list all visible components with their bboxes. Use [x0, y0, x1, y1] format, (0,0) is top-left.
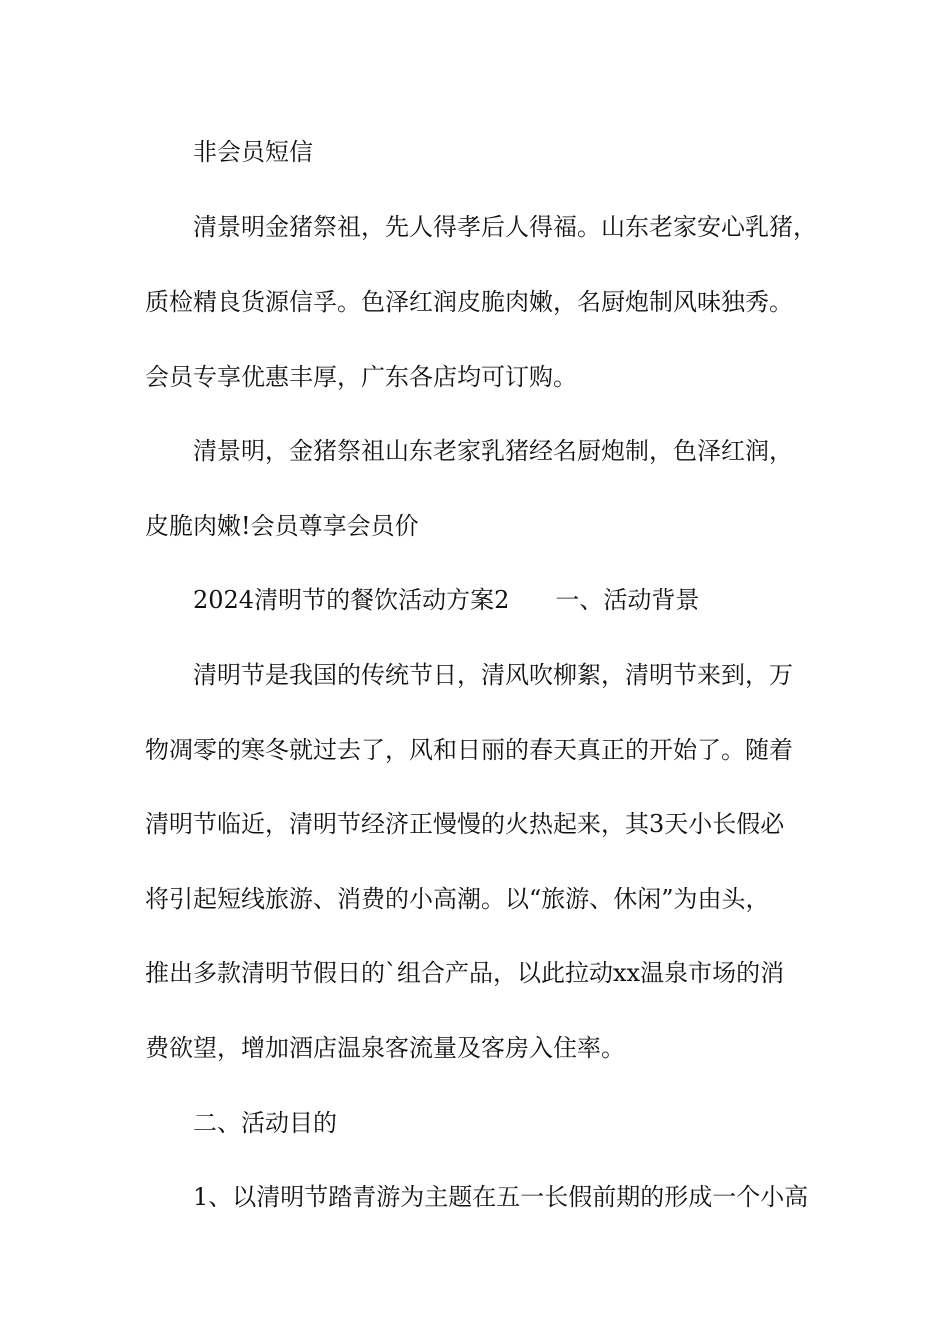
sms-2-line-1: 清景明，金猪祭祖山东老家乳猪经名厨炮制，色泽红润，	[193, 437, 793, 465]
background-line-3: 清明节临近，清明节经济正慢慢的火热起来，其3天小长假必	[145, 810, 785, 838]
plan-title: 2024清明节的餐饮活动方案2	[193, 586, 510, 614]
plan-title-line	[193, 585, 699, 615]
section-2-title: 二、活动目的	[193, 1109, 337, 1137]
heading-non-member-sms: 非会员短信	[193, 138, 313, 166]
sms-1-line-1: 清景明金猪祭祖，先人得孝后人得福。山东老家安心乳猪，	[193, 213, 817, 241]
sms-1-line-3: 会员专享优惠丰厚，广东各店均可订购。	[145, 363, 577, 391]
sms-2-line-2: 皮脆肉嫩!会员尊享会员价	[145, 512, 419, 540]
sms-1-line-2: 质检精良货源信孚。色泽红润皮脆肉嫩，名厨炮制风味独秀。	[145, 288, 793, 316]
goal-1-line-1: 1、以清明节踏青游为主题在五一长假前期的形成一个小高	[193, 1183, 809, 1211]
background-line-6: 费欲望，增加酒店温泉客流量及客房入住率。	[145, 1034, 625, 1062]
background-line-5: 推出多款清明节假日的`组合产品，以此拉动xx温泉市场的消	[145, 959, 785, 987]
section-1-title: 一、活动背景	[555, 586, 700, 614]
background-line-2: 物凋零的寒冬就过去了，风和日丽的春天真正的开始了。随着	[145, 736, 793, 764]
background-line-1: 清明节是我国的传统节日，清风吹柳絮，清明节来到，万	[193, 661, 793, 689]
background-line-4: 将引起短线旅游、消费的小高潮。以“旅游、休闲”为由头，	[145, 885, 770, 913]
